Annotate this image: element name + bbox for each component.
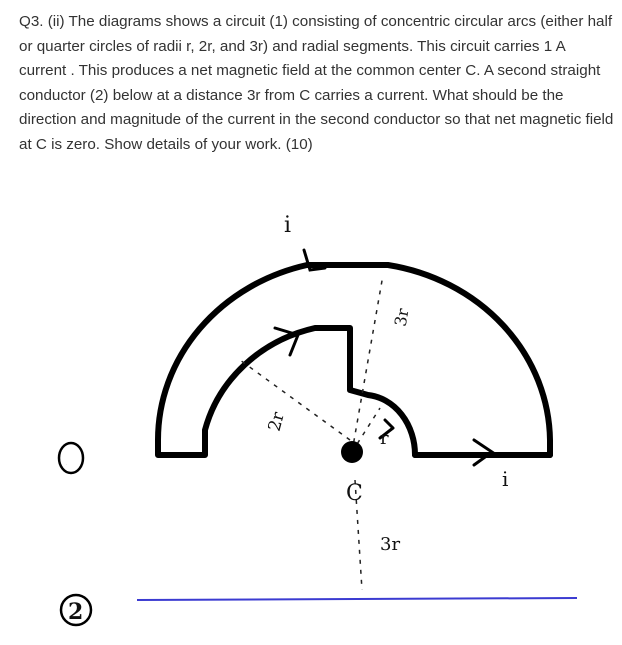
- label-3r-upper: 3r: [390, 306, 413, 328]
- outer-arc: [158, 265, 550, 455]
- label-current-top: i: [284, 213, 292, 238]
- circle-label-1: [59, 443, 83, 473]
- dashed-radius-3r: [352, 275, 383, 452]
- label-3r-lower: 3r: [380, 534, 401, 555]
- label-center-c: C: [346, 481, 363, 506]
- label-conductor-1: 1: [66, 465, 67, 466]
- label-2r: 2r: [264, 410, 289, 434]
- label-conductor-2: 2: [68, 599, 84, 625]
- dashed-radius-2r: [240, 360, 350, 440]
- label-current-right: i: [502, 467, 509, 491]
- center-point: [341, 441, 363, 463]
- question-text: Q3. (ii) The diagrams shows a circuit (1) consisting of concentric circular arcs (either half or quarter circles of radii r, 2r, and 3r) and radial segments. This circuit carries 1 A current . This produces a net magnetic field at the common center C. A second straight conductor (2) below at a distance 3r from C carries a current. What should be the direction and magnitude of the current in the second conductor so that net magnetic field at C is zero. Show details of your work. (10): [19, 13, 614, 153]
- conductor-2-line: [137, 598, 577, 600]
- label-r: r: [380, 428, 389, 449]
